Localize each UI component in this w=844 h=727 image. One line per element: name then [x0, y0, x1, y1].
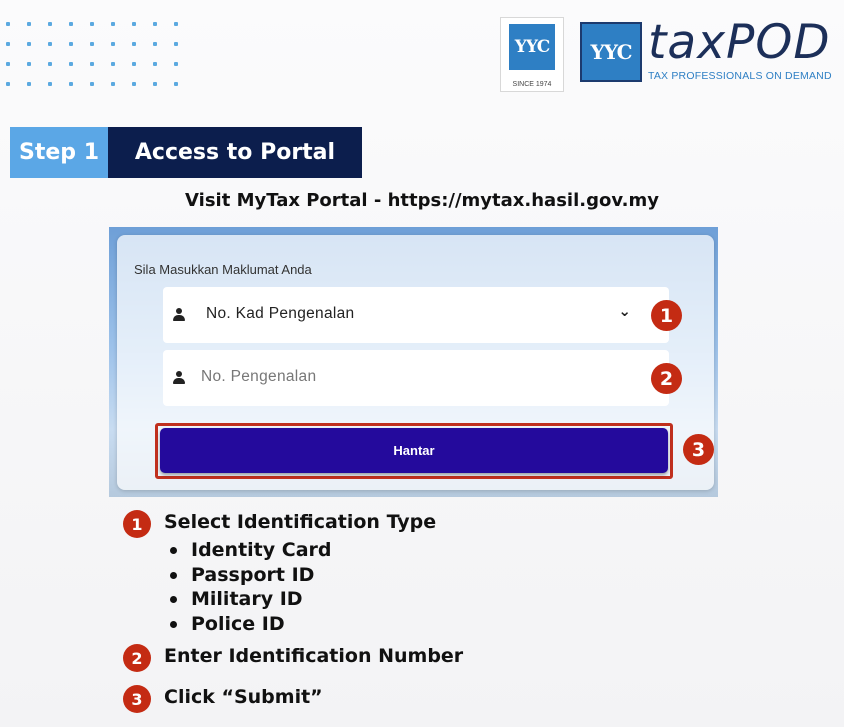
badge-3: 3: [683, 434, 714, 465]
decorative-dot: [48, 42, 52, 46]
decorative-dot: [48, 62, 52, 66]
id-type-list: [168, 538, 332, 636]
badge-1: 1: [651, 300, 682, 331]
form-label: Sila Masukkan Maklumat Anda: [134, 262, 312, 277]
decorative-dot: [132, 22, 136, 26]
step-number-label: Step 1: [10, 127, 108, 178]
instruction-badge-3: 3: [123, 685, 151, 713]
instruction-badge-2: 2: [123, 644, 151, 672]
submit-button[interactable]: Hantar: [160, 428, 668, 473]
decorative-dot: [90, 42, 94, 46]
decorative-dot: [27, 82, 31, 86]
instruction-click-submit: Click “Submit”: [164, 686, 323, 708]
decorative-dot: [111, 62, 115, 66]
id-type-select[interactable]: [163, 287, 669, 343]
decorative-dot: [69, 42, 73, 46]
decorative-dot: [27, 22, 31, 26]
decorative-dot: [153, 62, 157, 66]
decorative-dot: [174, 22, 178, 26]
list-item: Identity Card: [168, 538, 332, 563]
portal-screenshot: [109, 227, 718, 497]
yyc-logo-tile: YYC: [509, 24, 555, 70]
step-title: Access to Portal: [108, 127, 362, 178]
decorative-dot: [6, 82, 10, 86]
decorative-dot-grid: [0, 22, 200, 102]
id-number-placeholder: No. Pengenalan: [201, 368, 317, 385]
instruction-badge-1: 1: [123, 510, 151, 538]
id-type-value: No. Kad Pengenalan: [206, 305, 355, 322]
chevron-down-icon: ⌄: [618, 302, 631, 320]
list-item: Military ID: [168, 587, 332, 612]
decorative-dot: [90, 62, 94, 66]
user-icon: [173, 371, 185, 385]
decorative-dot: [27, 62, 31, 66]
instruction-enter-id-number: Enter Identification Number: [164, 645, 464, 667]
decorative-dot: [132, 62, 136, 66]
decorative-dot: [6, 22, 10, 26]
decorative-dot: [132, 82, 136, 86]
id-number-input[interactable]: [163, 350, 669, 406]
decorative-dot: [174, 62, 178, 66]
decorative-dot: [69, 82, 73, 86]
user-icon: [173, 308, 185, 322]
decorative-dot: [153, 42, 157, 46]
visit-portal-text: Visit MyTax Portal - https://mytax.hasil.gov.my: [185, 190, 659, 211]
decorative-dot: [90, 22, 94, 26]
decorative-dot: [153, 82, 157, 86]
decorative-dot: [6, 62, 10, 66]
decorative-dot: [48, 82, 52, 86]
decorative-dot: [174, 82, 178, 86]
decorative-dot: [90, 82, 94, 86]
decorative-dot: [132, 42, 136, 46]
decorative-dot: [69, 22, 73, 26]
decorative-dot: [48, 22, 52, 26]
taxpod-wordmark: taxPOD: [648, 15, 831, 70]
decorative-dot: [153, 22, 157, 26]
badge-2: 2: [651, 363, 682, 394]
decorative-dot: [27, 42, 31, 46]
decorative-dot: [69, 62, 73, 66]
taxpod-tagline: TAX PROFESSIONALS ON DEMAND: [648, 70, 832, 82]
taxpod-logo-tile: YYC: [580, 22, 642, 82]
list-item: Passport ID: [168, 563, 332, 588]
decorative-dot: [111, 22, 115, 26]
decorative-dot: [111, 42, 115, 46]
list-item: Police ID: [168, 612, 332, 637]
decorative-dot: [111, 82, 115, 86]
decorative-dot: [174, 42, 178, 46]
yyc-since-text: SINCE 1974: [512, 81, 552, 88]
instruction-select-id-type: Select Identification Type: [164, 511, 437, 533]
yyc-logo: [500, 17, 564, 92]
decorative-dot: [6, 42, 10, 46]
